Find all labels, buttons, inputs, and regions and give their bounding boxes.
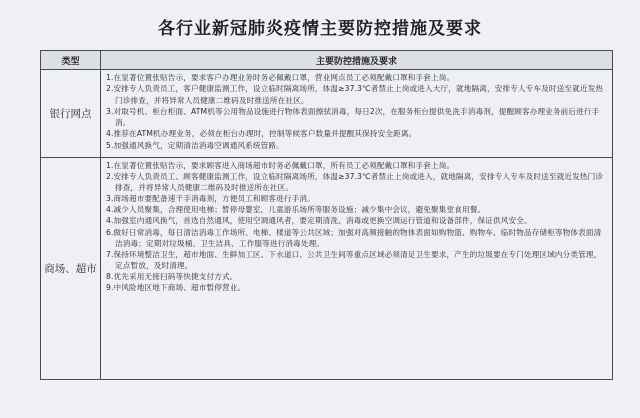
mall-item-2: 2.安排专人负责员工、顾客健康监测工作，设立临时隔离场所，体温≥37.3℃者禁止上岗或进入，就地隔离，安排专人专车及时送至就近发热门诊排查，并将异常人员健康二维码及时推送所在社区。 [106, 172, 604, 193]
bank-item-5: 5.加强通风换气，定期清洁消毒空调通风系统管路。 [106, 140, 284, 150]
bank-item-1: 1.在显著位置张贴告示，要求客户办理业务时务必佩戴口罩，营业网点员工必须配戴口罩和手套上岗。 [106, 73, 455, 82]
bank-item-2: 2.安排专人负责员工，客户健康监测工作，设立临时隔离场所，体温≥37.3℃者禁止上岗或进入大厅，就地隔离，安排专人专车及时送至就近发热门诊排查，并将异常人员健康二维码及时推送所在社区。 [106, 84, 604, 105]
mall-item-4: 4.减少人员聚集，合理使用电梯；暂停母婴室，儿童游乐场所等服务设施；减少集中会议，避免聚集堂食用餐。 [106, 205, 486, 215]
mall-item-6: 6.做好日常消毒，每日清洁消毒工作场所、电梯、楼道等公共区域；加强对高频接触的物体表面如购物篮、购物车、临时物品存储柜等物体表面清洁消毒；定期对垃圾桶、卫生洁具、工作服等进行消毒处理。 [106, 227, 602, 248]
bank-measures [101, 70, 613, 158]
mall-item-7: 7.保持环境整洁卫生，超市地面、生鲜加工区、下水道口、公共卫生间等重点区域必须清足卫生要求，产生的垃圾要在专门处理区域内分类管理，定点暂放，及时清理。 [106, 249, 602, 270]
category-bank: 银行网点 [41, 70, 101, 158]
mall-item-1: 1.在显著位置张贴告示，要求顾客进入商场超市时务必佩戴口罩，所有员工必须配戴口罩和手套上岗。 [106, 161, 455, 170]
mall-item-5: 4.加强室内通风换气，首选自然通风，使用空调通风者，要定期清洗、消毒或更换空调运行管道和设备部件，保证供风安全。 [106, 216, 532, 226]
header-measures: 主要防控措施及要求 [101, 51, 613, 70]
measures-table [40, 50, 613, 380]
mall-item-8: 8.优先采用无接扫码等快捷支付方式。 [106, 271, 238, 281]
bank-item-4: 4.推荐在ATM机办理业务，必须在柜台办理时，控制等候客户数量并提醒其保持安全距离。 [106, 129, 417, 139]
header-type: 类型 [41, 51, 101, 70]
table-row-mall [41, 158, 613, 380]
mall-measures [101, 158, 613, 380]
mall-item-9: 9.中风险地区地下商场、超市暂停营业。 [106, 283, 246, 293]
category-mall: 商场、超市 [41, 158, 101, 380]
bank-item-3: 3.对取号机、柜台柜面、ATM机等公用物品设施进行物体表面擦拭消毒，每日2次，在服务柜台提供免洗手消毒剂，提醒顾客办理业务前后进行手消。 [106, 106, 600, 128]
table-header-row [41, 51, 613, 70]
document-title: 各行业新冠肺炎疫情主要防控措施及要求 [158, 19, 482, 39]
table-row-bank [41, 70, 613, 158]
mall-item-3: 3.商场超市要配备速干手消毒剂，方便员工和顾客进行手消。 [106, 194, 315, 204]
